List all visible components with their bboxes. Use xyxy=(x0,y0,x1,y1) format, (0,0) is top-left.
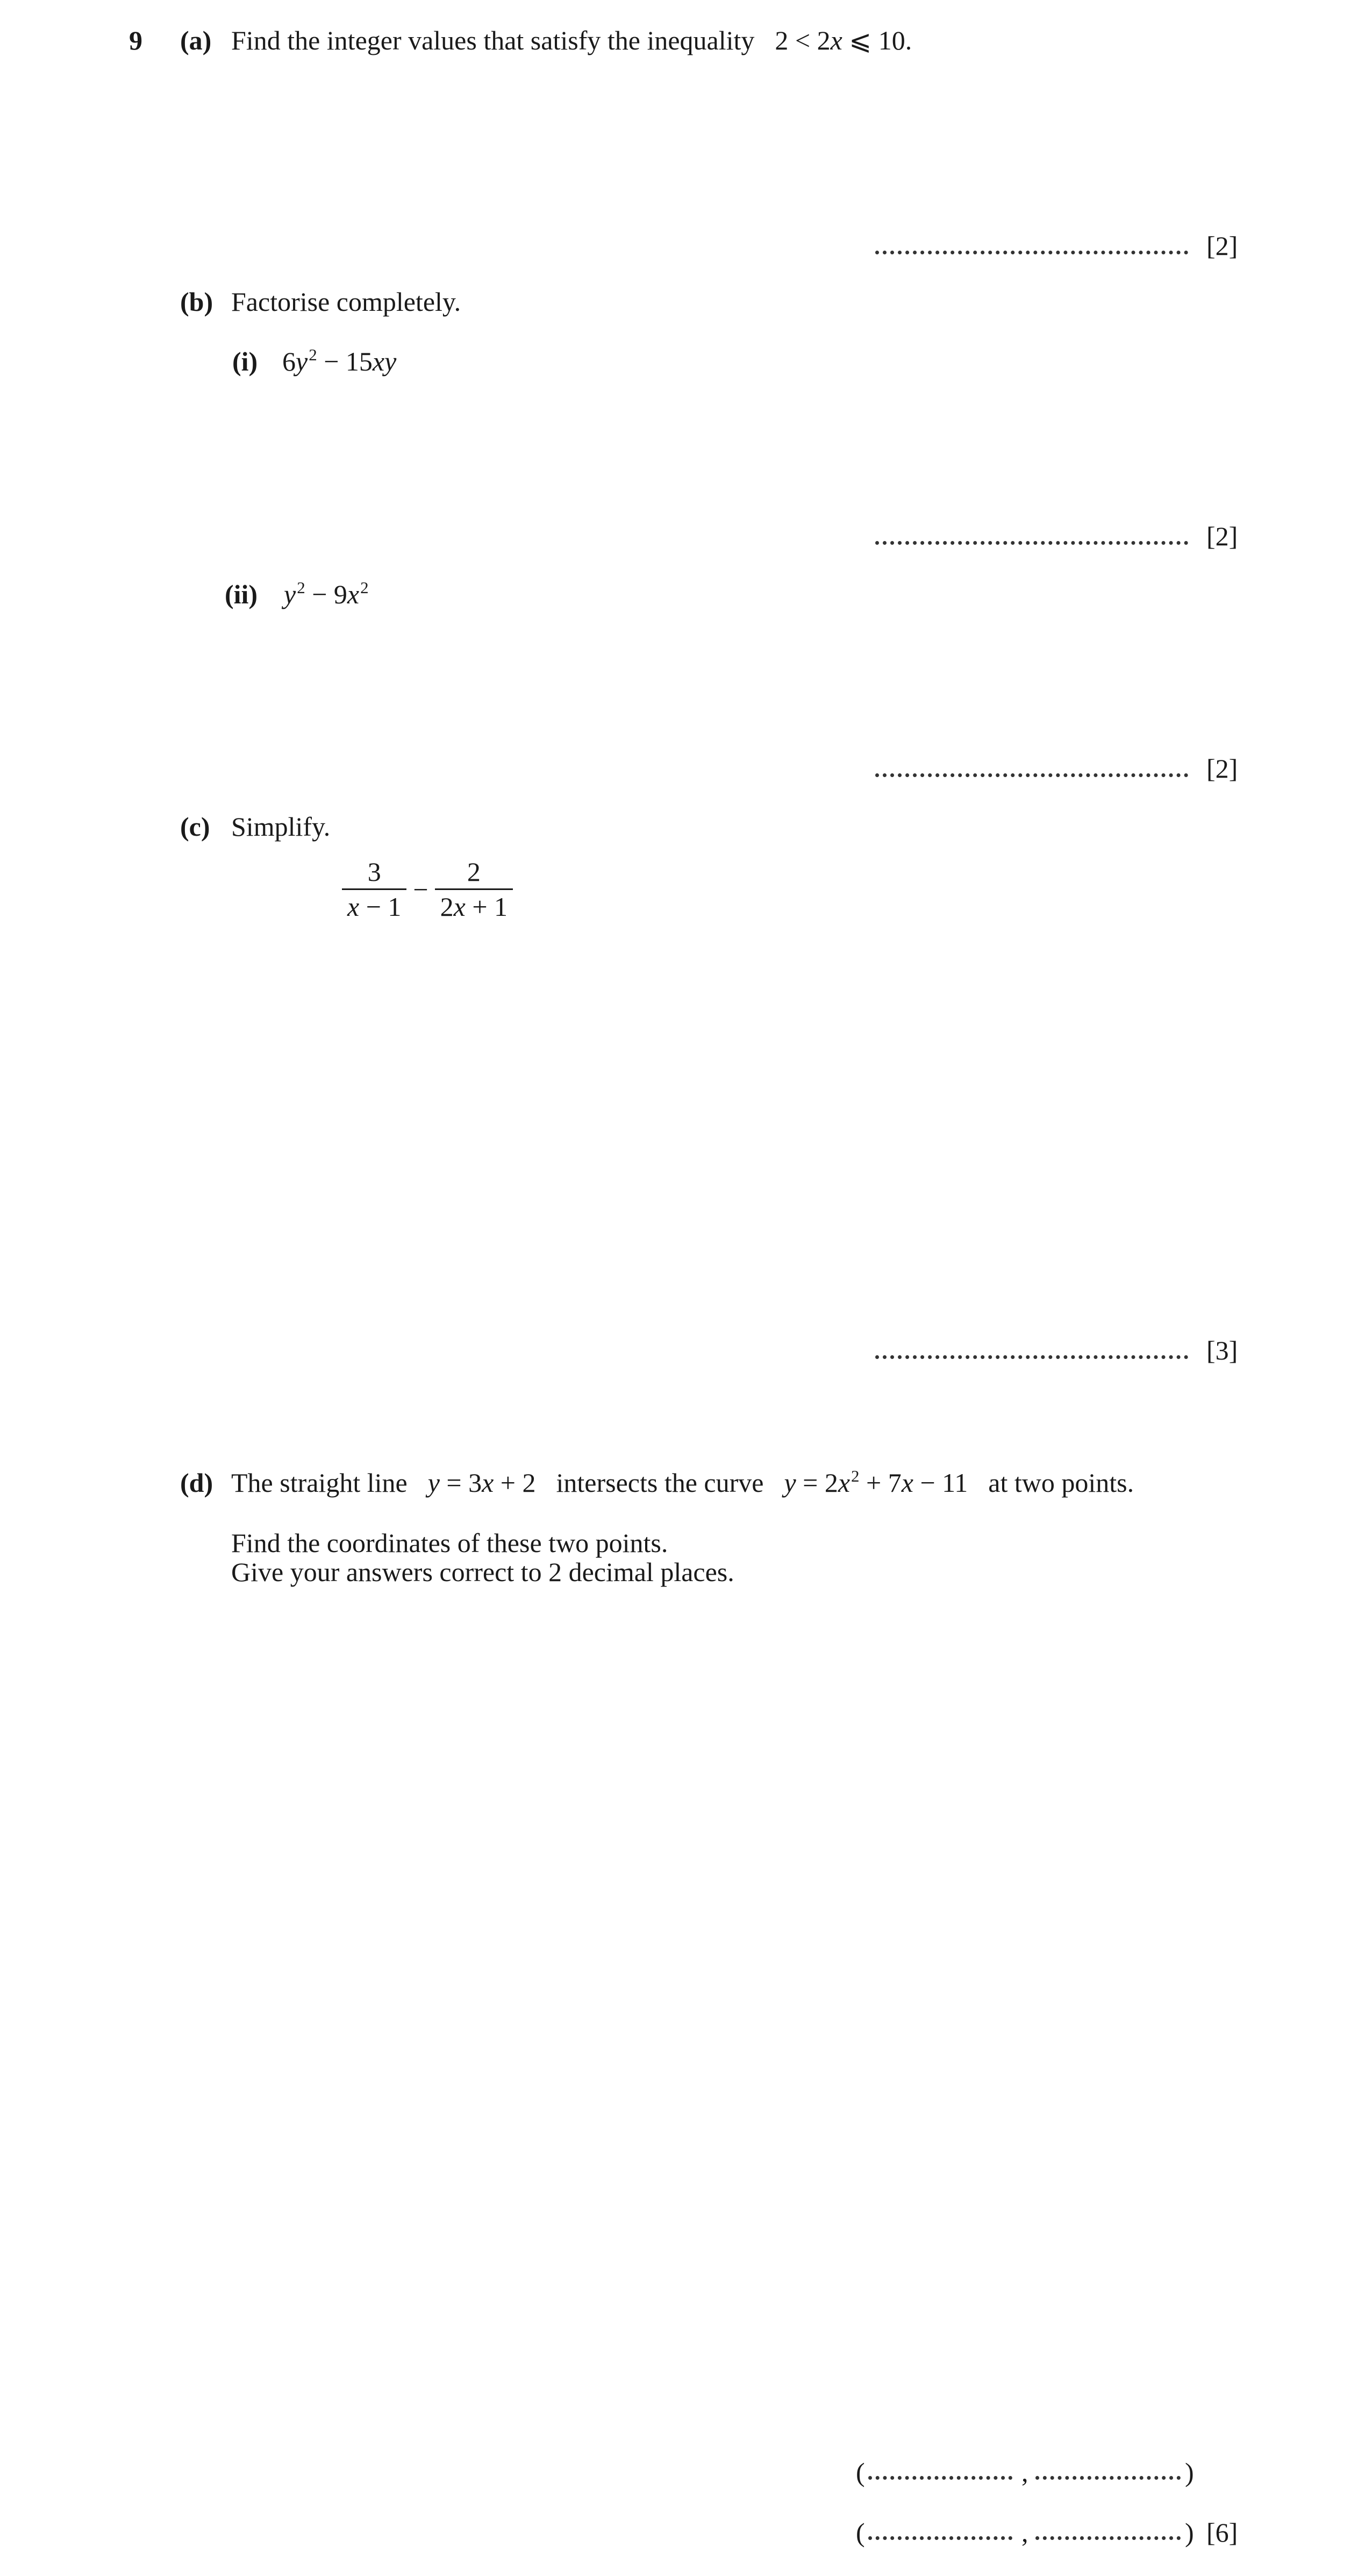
comma: , xyxy=(1021,2457,1028,2487)
close-paren: ) xyxy=(1185,2457,1194,2487)
question-number: 9 xyxy=(129,25,142,55)
part-b-ii-label: (ii) xyxy=(225,579,258,609)
fraction-1: $\frac{3}{x - 1}$ xyxy=(342,858,406,920)
curve-equation: $y = 2x^2 + 7x - 11$ xyxy=(784,1466,968,1498)
answer-line-d-y2[interactable] xyxy=(1035,2536,1181,2540)
open-paren: ( xyxy=(856,2517,865,2547)
comma: , xyxy=(1021,2517,1028,2547)
part-a-text: Find the integer values that satisfy the inequality xyxy=(231,25,755,55)
answer-line-d-y1[interactable] xyxy=(1035,2476,1181,2480)
marks-b-ii: [2] xyxy=(1206,753,1238,784)
marks-c: [3] xyxy=(1206,1335,1238,1365)
answer-line-b-i[interactable] xyxy=(875,541,1188,545)
part-c-expression xyxy=(342,858,513,920)
marks-b-i: [2] xyxy=(1206,521,1238,551)
part-c-label: (c) xyxy=(180,812,210,842)
answer-line-d-x2[interactable] xyxy=(868,2536,1012,2540)
part-d-question: The straight line y = 3x + 2 intersects the curve $y = 2x^2 + 7x - 11$ at two points. xyxy=(231,1466,1134,1498)
open-paren: ( xyxy=(856,2457,865,2487)
part-a-inequality: 2 < 2x ⩽ 10 xyxy=(775,25,905,55)
marks-d: [6] xyxy=(1206,2517,1238,2547)
part-b-i-expression: $6y^2 - 15xy$ xyxy=(282,345,397,376)
part-b-ii-expression: $y^2 - 9x^2$ xyxy=(284,578,369,609)
answer-line-d-x1[interactable] xyxy=(868,2476,1012,2480)
part-c-text: Simplify. xyxy=(231,812,331,842)
line-equation: y = 3x + 2 xyxy=(427,1468,536,1498)
part-a-label: (a) xyxy=(180,25,212,55)
marks-a: [2] xyxy=(1206,231,1238,261)
part-a-question: Find the integer values that satisfy the inequality 2 < 2x ⩽ 10. xyxy=(231,25,912,55)
fraction-2: $\frac{2}{2x + 1}$ xyxy=(435,858,513,920)
part-d-instruction-2: Give your answers correct to 2 decimal places. xyxy=(231,1557,734,1587)
answer-line-b-ii[interactable] xyxy=(875,773,1188,777)
fraction-operator: − xyxy=(413,874,428,905)
part-d-label: (d) xyxy=(180,1468,213,1498)
part-b-i-label: (i) xyxy=(232,346,258,376)
part-d-instruction-1: Find the coordinates of these two points. xyxy=(231,1528,668,1558)
answer-line-c[interactable] xyxy=(875,1355,1188,1359)
close-paren: ) xyxy=(1185,2517,1194,2547)
part-b-label: (b) xyxy=(180,287,213,317)
answer-line-a[interactable] xyxy=(875,251,1188,254)
part-b-text: Factorise completely. xyxy=(231,287,461,317)
